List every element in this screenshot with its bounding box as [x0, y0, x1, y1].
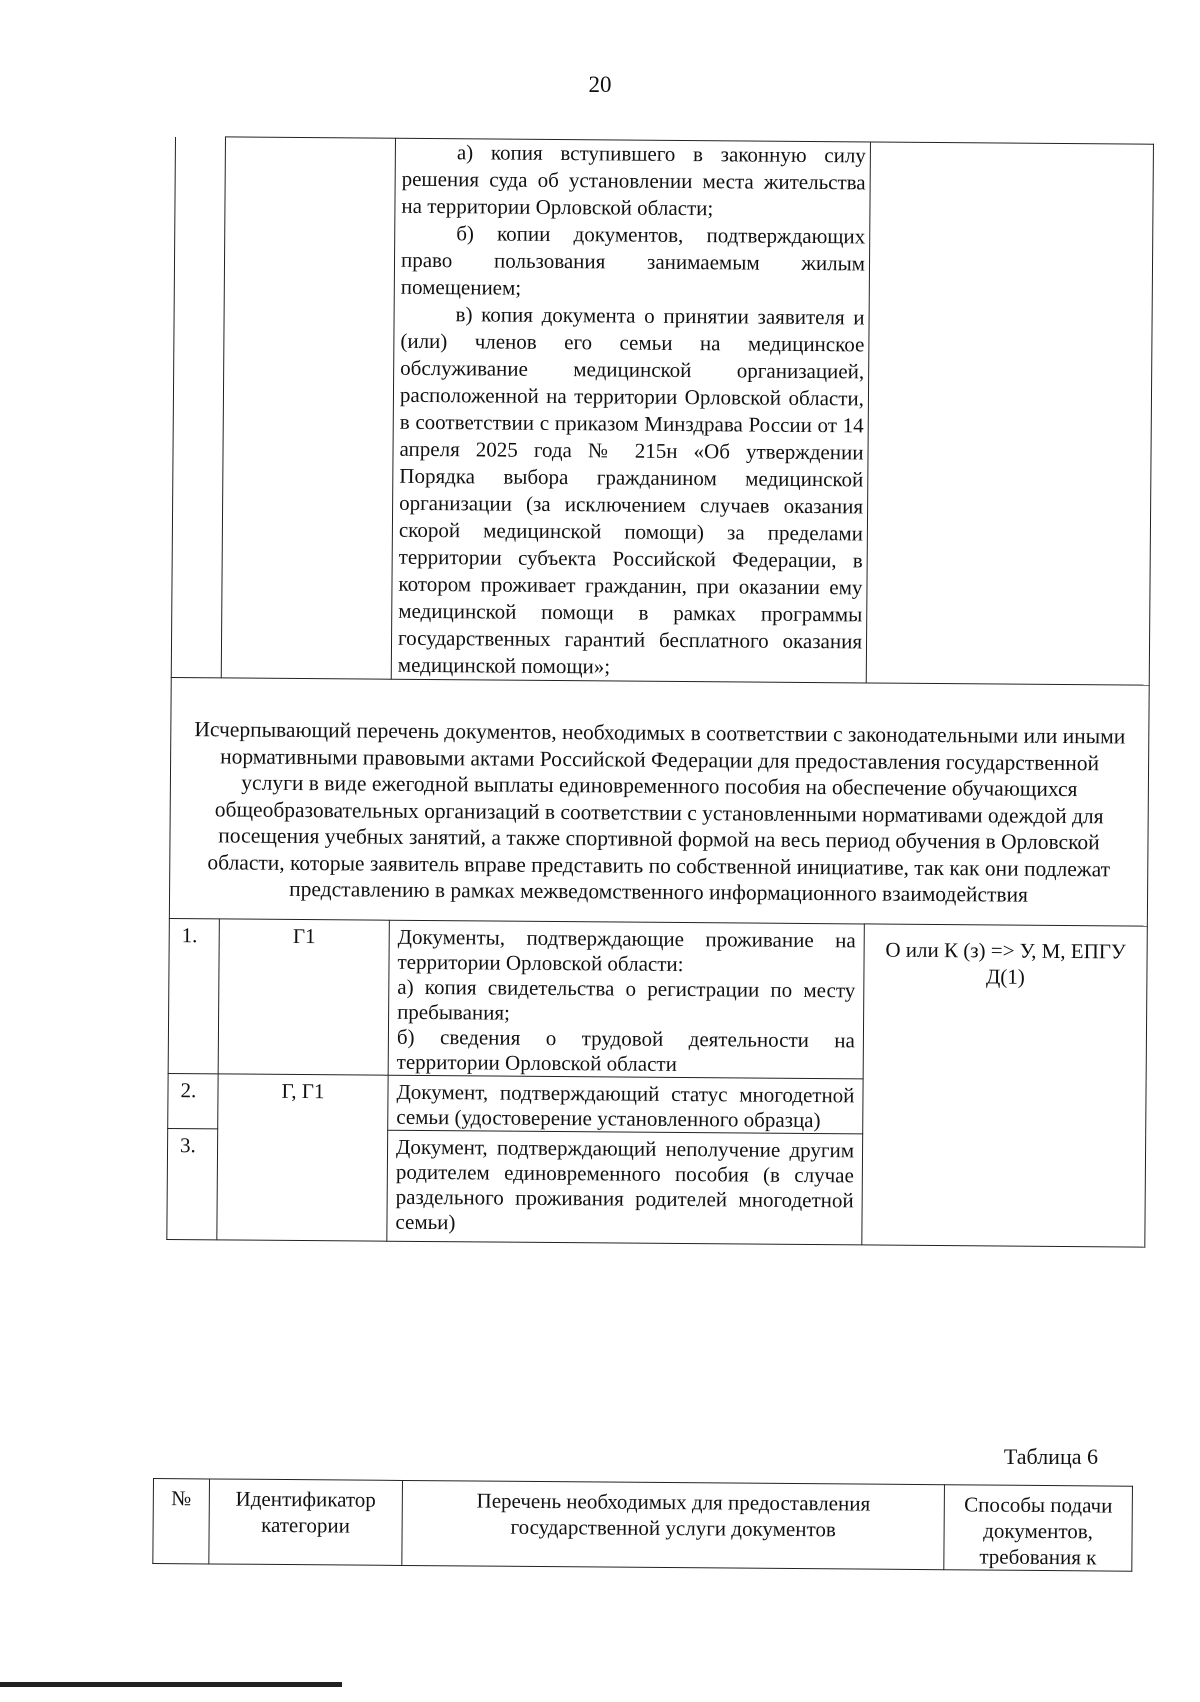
section-heading-row: [169, 677, 1149, 925]
table-6-header-row: [153, 1479, 1133, 1572]
continuation-category-cell: [221, 137, 395, 679]
row-3-document: Документ, подтверждающий неполучение другим родителем единовременного пособия (в случае раздельного проживания родителей многодетной семьи): [387, 1130, 863, 1245]
continuation-item-c: в) копия документа о принятии заявителя и (или) членов его семьи на медицинское обслуживание медицинской организацией, расположенной на территории Орловской области, в соответствии с приказом Минздрава России от 14 апреля 2025 года № 215н «Об утверждении Порядка выбора гражданином медицинской организации (за исключением случаев оказания скорой медицинской помощи) за пределами территории субъекта Российской Федерации, в котором проживает гражданин, при оказании ему медицинской помощи в рамках программы государственных гарантий бесплатного оказания медицинской помощи»;: [397, 302, 865, 679]
continuation-number-cell: [171, 137, 225, 678]
table-caption: Таблица 6: [1003, 1444, 1098, 1469]
row-1-documents: [388, 920, 864, 1079]
continuation-row: [171, 137, 1153, 686]
continuation-method-cell: [866, 142, 1153, 685]
table-6: [152, 1478, 1133, 1572]
submission-method: О или К (з) => У, М, ЕПГУ Д(1): [862, 923, 1148, 1246]
row-1-doc-line: б) сведения о трудовой деятельности на территории Орловской области: [396, 1024, 856, 1076]
continuation-item-a: а) копия вступившего в законную силу решения суда об установлении места жительства на территории Орловской области;: [401, 140, 866, 221]
page-number: 20: [588, 72, 612, 97]
documents-table: [166, 136, 1154, 1247]
header-category-id: Идентификатор категории: [208, 1479, 402, 1566]
row-3-number: 3.: [167, 1128, 218, 1239]
header-documents-list: Перечень необходимых для предоставления государственной услуги документов: [402, 1480, 944, 1569]
header-number: №: [153, 1479, 209, 1564]
row-1-number: 1.: [168, 918, 219, 1073]
row-2-category: Г, Г1: [217, 1073, 388, 1240]
continuation-item-b: б) копии документов, подтверждающих право пользования занимаемым жилым помещением;: [400, 221, 866, 300]
section-heading: Исчерпывающий перечень документов, необходимых в соответствии с законодательными или иными нормативными правовыми актами Российской Федерации для предоставления государственной услуги в виде ежегодной выплаты единовременного пособия на обеспечение обучающихся общеобразовательных организаций в соответствии с установленными нормативами одеждой для посещения учебных занятий, а также спортивной формой на весь период обучения в Орловской области, которые заявитель вправе представить по собственной инициативе, так как они подлежат представлению в рамках межведомственного информационного взаимодействия: [194, 717, 1126, 907]
continuation-doc-cell: [391, 138, 870, 683]
bottom-scan-rule: [0, 1682, 342, 1687]
row-1-category: Г1: [218, 918, 389, 1074]
row-1-doc-line: Документы, подтверждающие проживание на территории Орловской области:: [397, 924, 856, 976]
row-2-number: 2.: [168, 1073, 218, 1128]
table-row: [168, 918, 1147, 1081]
header-submission-methods: Способы подачи документов, требования к: [944, 1485, 1133, 1571]
row-2-document: Документ, подтверждающий статус многодетной семьи (удостоверение установленного образца): [388, 1075, 863, 1134]
continuation-text: [392, 139, 870, 683]
row-1-doc-line: а) копия свидетельства о регистрации по месту пребывания;: [397, 974, 856, 1025]
section-heading-cell: [169, 677, 1149, 925]
